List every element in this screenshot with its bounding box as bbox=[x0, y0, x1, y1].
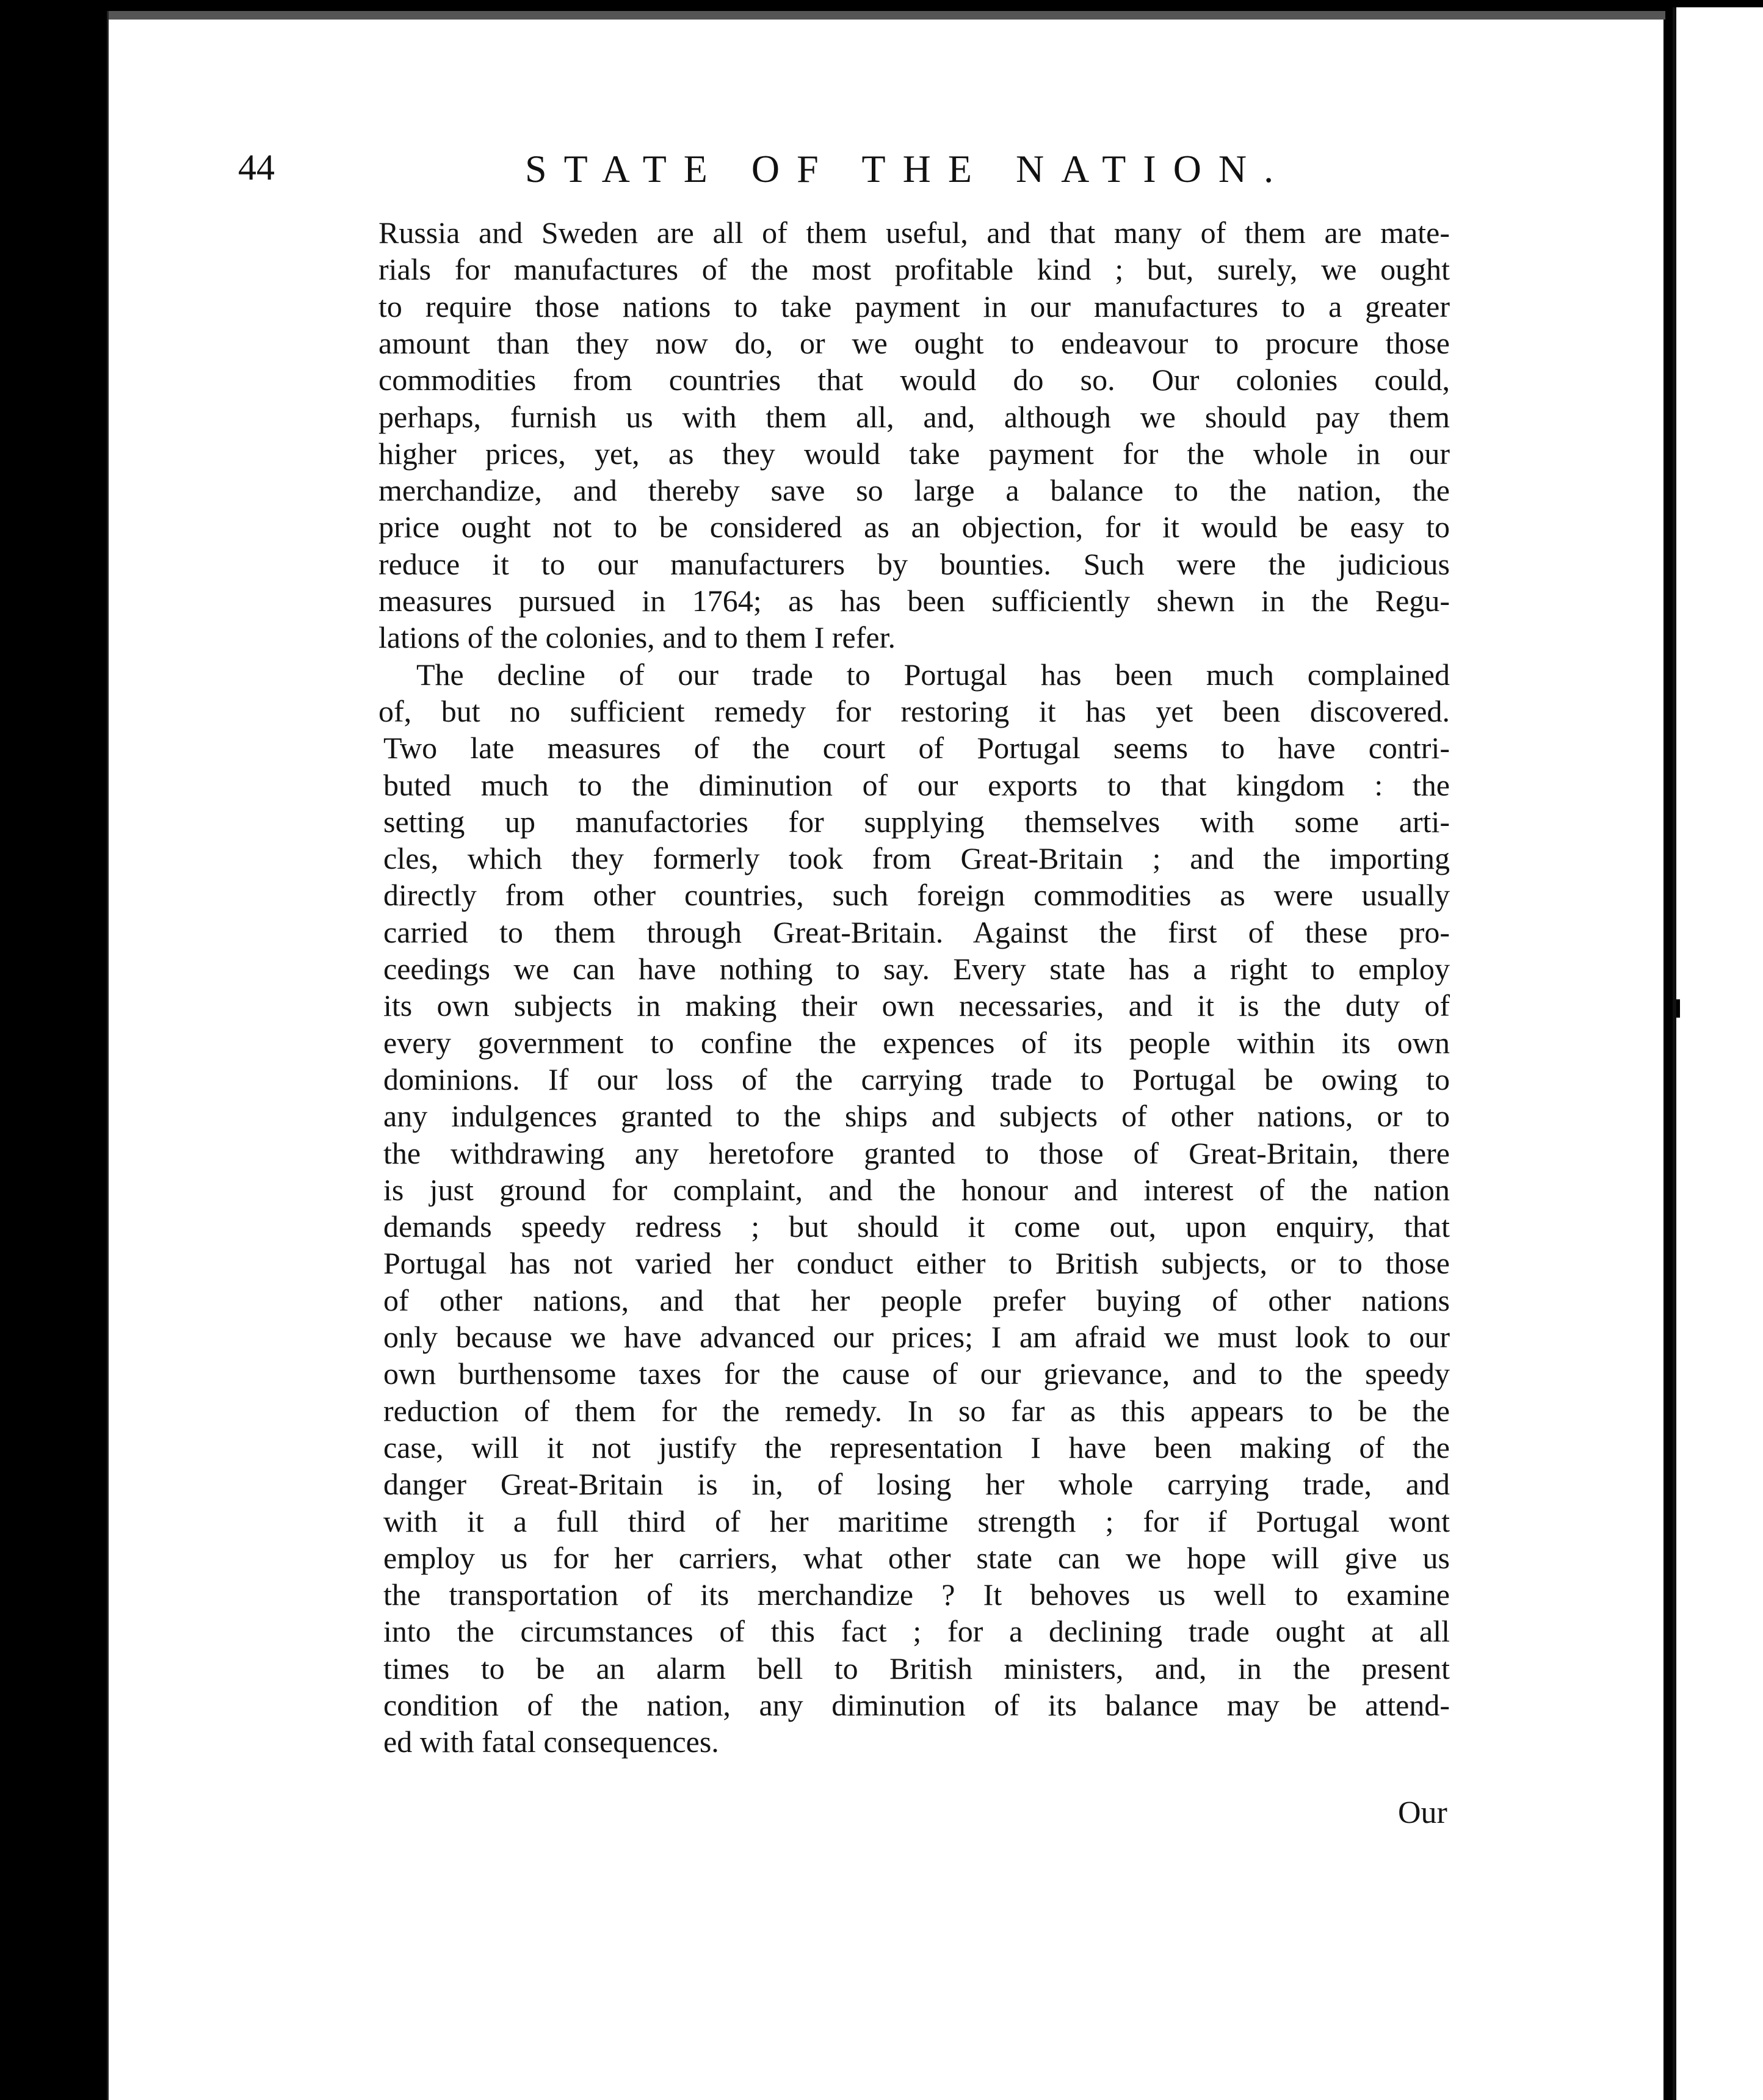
text-line: of other nations, and that her people prefer buying of other nations bbox=[383, 1283, 1450, 1317]
text-line: lations of the colonies, and to them I refer. bbox=[378, 620, 896, 654]
text-line: only because we have advanced our prices; I am afraid we must look to our bbox=[383, 1320, 1450, 1354]
text-line: own burthensome taxes for the cause of our grievance, and to the speedy bbox=[383, 1356, 1450, 1391]
text-line: directly from other countries, such foreign commodities as were usually bbox=[383, 878, 1450, 912]
text-line: reduce it to our manufacturers by bounties. Such were the judicious bbox=[378, 547, 1450, 581]
text-line: Portugal has not varied her conduct either to British subjects, or to those bbox=[383, 1246, 1450, 1280]
catchword: Our bbox=[1398, 1795, 1447, 1830]
text-line: is just ground for complaint, and the honour and interest of the nation bbox=[383, 1173, 1450, 1207]
running-title: STATE OF THE NATION. bbox=[525, 147, 1291, 190]
text-line: Russia and Sweden are all of them useful, and that many of them are mate- bbox=[378, 215, 1450, 250]
text-line: higher prices, yet, as they would take payment for the whole in our bbox=[378, 436, 1450, 471]
text-line: Two late measures of the court of Portugal seems to have contri- bbox=[383, 731, 1450, 765]
text-line: The decline of our trade to Portugal has been much complained bbox=[416, 657, 1450, 692]
text-line: ed with fatal consequences. bbox=[383, 1725, 719, 1759]
text-line: buted much to the diminution of our exports to that kingdom : the bbox=[383, 768, 1450, 802]
text-line: case, will it not justify the representation I have been making of the bbox=[383, 1430, 1450, 1465]
text-line: every government to confine the expences of its people within its own bbox=[383, 1026, 1450, 1060]
text-line: with it a full third of her maritime strength ; for if Portugal wont bbox=[383, 1504, 1450, 1538]
text-line: condition of the nation, any diminution of its balance may be attend- bbox=[383, 1688, 1450, 1722]
text-line: to require those nations to take payment in our manufactures to a greater bbox=[378, 289, 1450, 324]
text-line: dominions. If our loss of the carrying trade to Portugal be owing to bbox=[383, 1062, 1450, 1096]
text-line: cles, which they formerly took from Great-Britain ; and the importing bbox=[383, 841, 1450, 875]
text-line: carried to them through Great-Britain. Against the first of these pro- bbox=[383, 915, 1450, 949]
text-line: employ us for her carriers, what other state can we hope will give us bbox=[383, 1541, 1450, 1575]
text-line: merchandize, and thereby save so large a balance to the nation, the bbox=[378, 473, 1450, 507]
text-line: perhaps, furnish us with them all, and, although we should pay them bbox=[378, 400, 1450, 434]
text-line: of, but no sufficient remedy for restoring it has yet been discovered. bbox=[378, 694, 1450, 728]
text-line: amount than they now do, or we ought to endeavour to procure those bbox=[378, 326, 1450, 360]
text-line: ceedings we can have nothing to say. Every state has a right to employ bbox=[383, 952, 1450, 986]
text-line: commodities from countries that would do so. Our colonies could, bbox=[378, 363, 1450, 397]
text-line: the transportation of its merchandize ? It behoves us well to examine bbox=[383, 1577, 1450, 1612]
text-line: measures pursued in 1764; as has been sufficiently shewn in the Regu- bbox=[378, 584, 1450, 618]
text-line: rials for manufactures of the most profitable kind ; but, surely, we ought bbox=[378, 252, 1450, 286]
page-number: 44 bbox=[238, 147, 275, 187]
text-line: reduction of them for the remedy. In so far as this appears to be the bbox=[383, 1394, 1450, 1428]
text-line: times to be an alarm bell to British ministers, and, in the present bbox=[383, 1651, 1450, 1685]
text-line: setting up manufactories for supplying themselves with some arti- bbox=[383, 805, 1450, 839]
text-line: any indulgences granted to the ships and subjects of other nations, or to bbox=[383, 1099, 1450, 1133]
text-line: into the circumstances of this fact ; for a declining trade ought at all bbox=[383, 1614, 1450, 1648]
text-line: its own subjects in making their own necessaries, and it is the duty of bbox=[383, 988, 1450, 1023]
text-line: danger Great-Britain is in, of losing her whole carrying trade, and bbox=[383, 1467, 1450, 1501]
text-line: the withdrawing any heretofore granted to those of Great-Britain, there bbox=[383, 1136, 1450, 1170]
text-line: demands speedy redress ; but should it come out, upon enquiry, that bbox=[383, 1209, 1450, 1244]
text-line: price ought not to be considered as an objection, for it would be easy to bbox=[378, 510, 1450, 544]
